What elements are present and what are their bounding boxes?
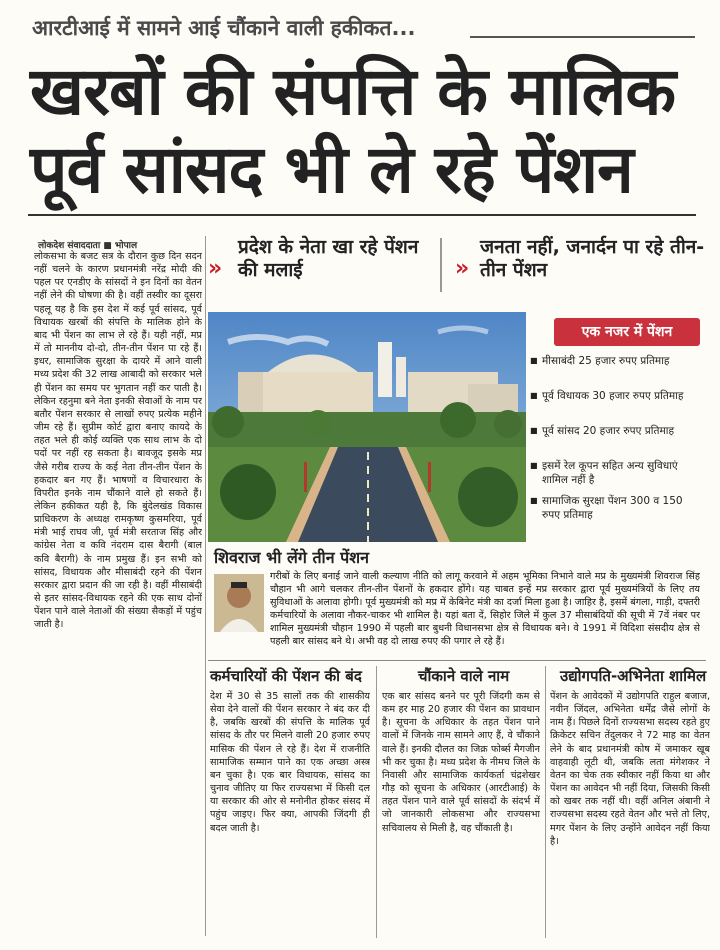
column-divider [376,666,377,938]
glance-box [528,314,704,546]
column-heading-employees: कर्मचारियों की पेंशन की बंद [210,667,362,685]
chevron-right-icon: » [208,256,223,281]
section-rule [208,660,706,661]
column-body-industrialists: पेंशन के आवेदकों में उद्योगपति राहुल बजाज, नवीन जिंदल, अभिनेता धर्मेंद्र जैसे लोगों के नाम हैं। पिछले दिनों राज्यसभा सदस्य रहते हुए क्रिकेटर सचिन तेंदुलकर ने 72 माह का वेतन लेने के बाद प्रधानमंत्री कोष में जमाकर खूब वाहवाही लूटी थी, जबकि लता मंगेशकर ने वेतन का चेक तक स्वीकार नहीं किया था और पेंशन का आवेदन भी नहीं दिया, जिसकी किसी को खबर तक नहीं थी। वहीं अनिल अंबानी ने राज्यसभा सदस्य रहते वेतन और भत्ते तो लिए, मगर पेंशन के लिए उन्होंने आवेदन नहीं किया है। [550,691,710,847]
headline-line-2: पूर्व सांसद भी ले रहे पेंशन [30,130,633,208]
subhead-three-pensions: जनता नहीं, जनार्दन पा रहे तीन-तीन पेंशन [480,236,705,281]
kicker-rule [470,36,695,38]
kicker-text: आरटीआई में सामने आई चौंकाने वाली हकीकत... [32,16,416,40]
byline: लोकदेश संवाददाता ■ भोपाल [38,241,138,251]
column-divider [545,666,546,938]
glance-item: ■ सामाजिक सुरक्षा पेंशन 300 व 150 रुपए प्रतिमाह [542,494,702,522]
shivraj-section-text: गरीबों के लिए बनाई जाने वाली कल्याण नीति को लागू करवाने में अहम भूमिका निभाने वाले मप्र के मुख्यमंत्री शिवराज सिंह चौहान भी आगे चलकर तीन-तीन पेंशनों के हकदार होंगे। यह चाबत इन्हें मप्र सरकार द्वारा पूर्व मुख्यमंत्रियों के लिए तय सुविधाओं के अलावा होगी। पूर्व मुख्यमंत्री को मप्र में केबिनेट मंत्री का दर्जा मिला हुआ है। जाहिर है, इसमें बंगला, गाड़ी, दफ्तरी कर्मचारियों के अलावा नौकर-चाकर भी शामिल है। यहां बता दें, सिहोर जिले में कुल 37 मीसाबंदियों की सूची में 7वें नंबर पर शामिल मुख्यमंत्री चौहान 1990 में पहली बार बुधनी विधानसभा क्षेत्र से विधायक बने। वे 1991 में विदिशा संसदीय क्षेत्र से पहली बार सांसद बने थे। अभी वह दो लाख रुपए की पगार ले रहे हैं। [270,571,700,647]
glance-title: एक नजर में पेंशन [554,318,700,346]
column-heading-names: चौंकाने वाले नाम [418,667,510,685]
column-body-names: एक बार सांसद बनने पर पूरी जिंदगी कम से कम हर माह 20 हजार की पेंशन का प्रावधान है। सूचना के अधिकार के तहत पेंशन पाने वालों में जिनके नाम सामने आए हैं, वे चौंकाने वाले हैं। इनकी दौलत का जिक्र फोर्ब्स मैगजीन भी कर चुका है। मध्य प्रदेश के नीमच जिले के निवासी और सामाजिक कार्यकर्ता चंद्रशेखर गौड़ को सूचना के अधिकार (आरटीआई) के तहत पेंशन पाने वाले पूर्व सांसदों के संदर्भ में जो जानकारी लोकसभा और राज्यसभा सचिवालय से मिली है, वह चौंकाती है। [382,691,540,834]
glance-item: ■ पूर्व सांसद 20 हजार रुपए प्रतिमाह [542,424,702,438]
column-body-employees: देश में 30 से 35 सालों तक की शासकीय सेवा देने वालों की पेंशन सरकार ने बंद कर दी है, जबकि खरबों की संपत्ति के मालिक पूर्व सांसद के तौर पर मिलने वाली 20 हजार रुपए मासिक की पेंशन ले रहे हैं। देश में राजनीति सामाजिक सम्मान पाने का एक अच्छा अस्त्र बन चुका है। एक बार विधायक, सांसद का चुनाव जीतिए या फिर राज्यसभा में किसी दल या सरकार की ओर से मनोनीत होकर संसद में पहुंच जाइए। फिर क्या, आपकी जिंदगी ही बदल जाती है। [210,691,370,834]
glance-item: ■ पूर्व विधायक 30 हजार रुपए प्रतिमाह [542,389,702,403]
subhead-leaders-pension: प्रदेश के नेता खा रहे पेंशन की मलाई [238,236,419,281]
glance-item: ■ इसमें रेल कूपन सहित अन्य सुविधाएं शामिल नहीं है [542,459,702,487]
shivraj-portrait [214,574,264,632]
left-column-body: लोकसभा के बजट सत्र के दौरान कुछ दिन सदन नहीं चलने के कारण प्रधानमंत्री नरेंद्र मोदी की पहल पर एनडीए के सांसदों ने इन दिनों का वेतन नहीं लेने की घोषणा की है। वहीं तस्वीर का दूसरा पहलू यह है कि इस देश में कई पूर्व सांसद, पूर्व विधायक खरबों की संपत्ति के मालिक होने के बाद भी पेंशन का लाभ ले रहे हैं। यही नहीं, मप्र में तो माननीय दो-दो, तीन-तीन पेंशन पा रहे हैं। इधर, सामाजिक सुरक्षा के दायरे में आने वाली मध्य प्रदेश की 32 लाख आबादी को सरकार भले ही पेंशन का समय पर भुगतान नहीं कर पाती है। लेकिन रहनुमा बने नेता इनकी सेवाओं के नाम पर बतौर पेंशन सरकार से लाखों रुपए प्रत्येक महीने जीम रहे हैं। सुप्रीम कोर्ट द्वारा बनाए कायदे के तहत भले ही कोई व्यक्ति एक साथ लाभ के दो पदों पर नहीं रह सकता है। बावजूद इसके मप्र जैसे गरीब राज्य के कई नेता तीन-तीन पेंशन के हकदार बन गए हैं। भाषणों व विचारधारा के विपरीत इनके नाम चौंकाने वाले हो सकते हैं। लेकिन हकीकत यही है, कि बुंदेलखंड विकास प्राधिकरण के अध्यक्ष रामकृष्ण कुसमरिया, पूर्व मंत्री भाई राघव जी, पूर्व मंत्री सरताज सिंह और कांग्रेस नेता व कवि नंदराम दास बैरागी (बाल कवि बैरागी) के नाम प्रमुख हैं। इन सभी को सांसद, विधायक और मीसाबंदी रहने की पेंशन सरकार द्वारा प्रदान की जा रही है। वहीं मीसाबंदी से इतर सांसद-विधायक रहने की एक साथ दोनों पेंशन पाने वाले नेताओं की संख्या सैकड़ों में पहुंच जाती है। [34,251,202,631]
chevron-right-icon: » [455,256,470,281]
glance-item: ■ मीसाबंदी 25 हजार रुपए प्रतिमाह [542,354,702,368]
column-heading-industrialists: उद्योगपति-अभिनेता शामिल [560,667,707,685]
headline-line-1: खरबों की संपत्ति के मालिक [30,52,676,130]
assembly-building-photo [208,312,526,542]
subhead-divider [440,238,442,292]
headline-rule [28,214,696,216]
shivraj-section-title: शिवराज भी लेंगे तीन पेंशन [214,548,370,567]
column-divider [205,236,206,936]
